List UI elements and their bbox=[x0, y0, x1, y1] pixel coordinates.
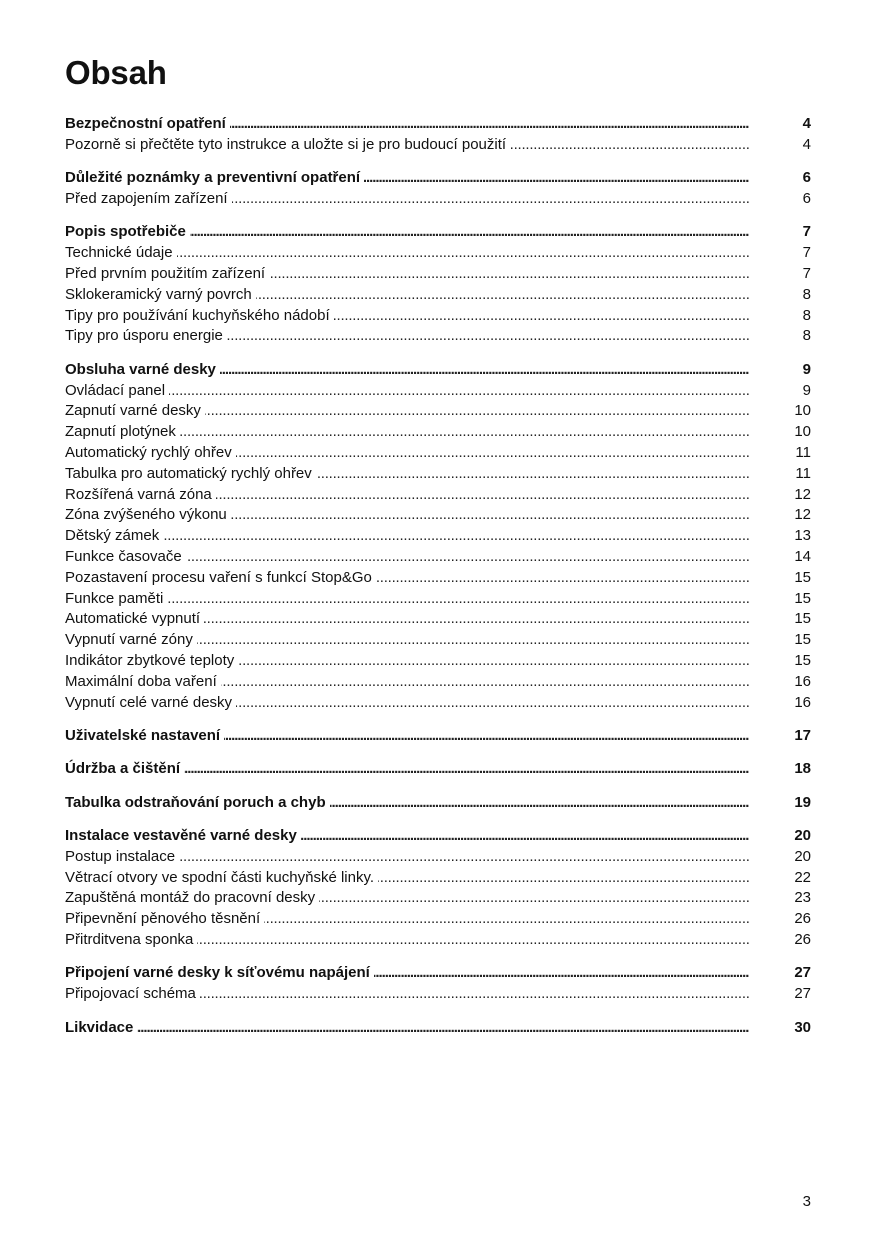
toc-entry-title: Přitrditvena sponka bbox=[65, 931, 197, 948]
toc-entry-page: 22 bbox=[794, 868, 811, 886]
toc-leader bbox=[65, 651, 749, 672]
toc-entry-page: 8 bbox=[802, 306, 811, 324]
toc-leader bbox=[65, 1018, 749, 1039]
toc-entry-page: 23 bbox=[794, 889, 811, 907]
toc-leader bbox=[65, 168, 749, 189]
toc-leader bbox=[65, 868, 749, 889]
toc-leader bbox=[65, 360, 749, 381]
toc-entry-title: Větrací otvory ve spodní části kuchyňské linky. bbox=[65, 869, 378, 886]
toc-item[interactable] bbox=[65, 135, 811, 156]
toc-item[interactable] bbox=[65, 888, 811, 909]
toc-leader bbox=[65, 464, 749, 485]
toc-entry-title: Sklokeramický varný povrch bbox=[65, 286, 256, 303]
toc-heading[interactable] bbox=[65, 360, 811, 381]
toc-leader bbox=[65, 526, 749, 547]
toc-leader bbox=[65, 826, 749, 847]
toc-section bbox=[65, 168, 811, 210]
toc-entry-page: 11 bbox=[795, 443, 811, 461]
toc-item[interactable] bbox=[65, 264, 811, 285]
toc-item[interactable] bbox=[65, 868, 811, 889]
toc-item[interactable] bbox=[65, 422, 811, 443]
toc-leader bbox=[65, 222, 749, 243]
toc-entry-page: 27 bbox=[794, 985, 811, 1003]
toc-entry-page: 20 bbox=[794, 827, 811, 845]
toc-entry-page: 13 bbox=[794, 527, 811, 545]
toc-entry-page: 6 bbox=[802, 169, 811, 187]
toc-entry-page: 19 bbox=[794, 793, 811, 811]
toc-leader bbox=[65, 930, 749, 951]
toc-section bbox=[65, 963, 811, 1005]
toc-heading[interactable] bbox=[65, 1018, 811, 1039]
toc-heading[interactable] bbox=[65, 222, 811, 243]
toc-entry-title: Maximální doba vaření bbox=[65, 673, 221, 690]
toc-leader bbox=[65, 285, 749, 306]
toc-item[interactable] bbox=[65, 693, 811, 714]
toc-entry-title: Tipy pro úsporu energie bbox=[65, 327, 227, 344]
toc-entry-page: 15 bbox=[794, 651, 811, 669]
toc-leader bbox=[65, 847, 749, 868]
toc-leader bbox=[65, 672, 749, 693]
toc-leader bbox=[65, 189, 749, 210]
toc-item[interactable] bbox=[65, 326, 811, 347]
toc-leader bbox=[65, 963, 749, 984]
toc-section bbox=[65, 793, 811, 814]
toc-leader bbox=[65, 264, 749, 285]
toc-entry-page: 4 bbox=[802, 135, 811, 153]
toc-heading[interactable] bbox=[65, 759, 811, 780]
toc-entry-title: Indikátor zbytkové teploty bbox=[65, 652, 238, 669]
toc-entry-title: Ovládací panel bbox=[65, 382, 169, 399]
toc-heading[interactable] bbox=[65, 726, 811, 747]
toc-entry-title: Funkce paměti bbox=[65, 590, 167, 607]
toc-entry-title: Funkce časovače bbox=[65, 548, 186, 565]
table-of-contents bbox=[65, 114, 811, 1051]
toc-entry-title: Zóna zvýšeného výkonu bbox=[65, 506, 231, 523]
toc-item[interactable] bbox=[65, 189, 811, 210]
page-title: Obsah bbox=[65, 54, 167, 91]
toc-leader bbox=[65, 984, 749, 1005]
toc-item[interactable] bbox=[65, 847, 811, 868]
toc-heading[interactable] bbox=[65, 826, 811, 847]
toc-section bbox=[65, 1018, 811, 1039]
toc-item[interactable] bbox=[65, 672, 811, 693]
toc-section bbox=[65, 222, 811, 347]
toc-leader bbox=[65, 759, 749, 780]
toc-leader bbox=[65, 589, 749, 610]
toc-item[interactable] bbox=[65, 609, 811, 630]
toc-entry-page: 15 bbox=[794, 610, 811, 628]
toc-entry-title: Připojení varné desky k síťovému napájení bbox=[65, 964, 374, 981]
toc-entry-page: 12 bbox=[794, 485, 811, 503]
toc-leader bbox=[65, 381, 749, 402]
toc-item[interactable] bbox=[65, 568, 811, 589]
toc-entry-title: Tipy pro používání kuchyňského nádobí bbox=[65, 307, 334, 324]
toc-leader bbox=[65, 630, 749, 651]
toc-heading[interactable] bbox=[65, 168, 811, 189]
toc-entry-page: 6 bbox=[802, 189, 811, 207]
toc-entry-title: Bezpečnostní opatření bbox=[65, 115, 230, 132]
toc-entry-page: 15 bbox=[794, 589, 811, 607]
toc-item[interactable] bbox=[65, 651, 811, 672]
toc-leader bbox=[65, 726, 749, 747]
toc-heading[interactable] bbox=[65, 963, 811, 984]
toc-entry-title: Uživatelské nastavení bbox=[65, 727, 224, 744]
toc-leader bbox=[65, 888, 749, 909]
toc-item[interactable] bbox=[65, 547, 811, 568]
toc-item[interactable] bbox=[65, 285, 811, 306]
toc-item[interactable] bbox=[65, 464, 811, 485]
toc-entry-title: Zapnutí plotýnek bbox=[65, 423, 180, 440]
toc-leader bbox=[65, 243, 749, 264]
toc-item[interactable] bbox=[65, 505, 811, 526]
toc-entry-title: Před zapojením zařízení bbox=[65, 190, 232, 207]
toc-entry-page: 8 bbox=[802, 285, 811, 303]
toc-entry-title: Připevnění pěnového těsnění bbox=[65, 910, 264, 927]
toc-entry-page: 9 bbox=[802, 360, 811, 378]
toc-entry-page: 15 bbox=[794, 568, 811, 586]
toc-entry-page: 7 bbox=[802, 264, 811, 282]
toc-leader bbox=[65, 443, 749, 464]
toc-section bbox=[65, 726, 811, 747]
toc-entry-title: Údržba a čištění bbox=[65, 760, 184, 777]
toc-entry-page: 20 bbox=[794, 847, 811, 865]
toc-entry-page: 10 bbox=[794, 423, 811, 441]
toc-leader bbox=[65, 485, 749, 506]
toc-section bbox=[65, 360, 811, 714]
toc-item[interactable] bbox=[65, 401, 811, 422]
toc-entry-title: Obsluha varné desky bbox=[65, 361, 220, 378]
toc-entry-title: Před prvním použitím zařízení bbox=[65, 265, 269, 282]
toc-entry-title: Instalace vestavěné varné desky bbox=[65, 827, 301, 844]
toc-entry-page: 26 bbox=[794, 931, 811, 949]
toc-entry-title: Důležité poznámky a preventivní opatření bbox=[65, 169, 364, 186]
toc-entry-title: Zapuštěná montáž do pracovní desky bbox=[65, 889, 319, 906]
toc-section bbox=[65, 826, 811, 951]
toc-item[interactable] bbox=[65, 306, 811, 327]
toc-entry-title: Automatické vypnutí bbox=[65, 610, 204, 627]
toc-entry-page: 16 bbox=[794, 693, 811, 711]
toc-leader bbox=[65, 505, 749, 526]
toc-entry-title: Připojovací schéma bbox=[65, 985, 200, 1002]
toc-entry-page: 12 bbox=[794, 506, 811, 524]
toc-entry-page: 27 bbox=[794, 964, 811, 982]
toc-entry-page: 9 bbox=[802, 381, 811, 399]
toc-entry-title: Automatický rychlý ohřev bbox=[65, 444, 236, 461]
toc-leader bbox=[65, 114, 749, 135]
toc-item[interactable] bbox=[65, 909, 811, 930]
toc-leader bbox=[65, 547, 749, 568]
toc-item[interactable] bbox=[65, 243, 811, 264]
toc-entry-title: Vypnutí celé varné desky bbox=[65, 694, 236, 711]
toc-entry-title: Tabulka odstraňování poruch a chyb bbox=[65, 794, 330, 811]
toc-entry-title: Rozšířená varná zóna bbox=[65, 486, 216, 503]
toc-heading[interactable] bbox=[65, 793, 811, 814]
toc-entry-page: 14 bbox=[794, 547, 811, 565]
toc-item[interactable] bbox=[65, 589, 811, 610]
page-number: 3 bbox=[802, 1193, 811, 1210]
toc-section bbox=[65, 759, 811, 780]
toc-item[interactable] bbox=[65, 526, 811, 547]
toc-entry-page: 15 bbox=[794, 631, 811, 649]
toc-entry-page: 8 bbox=[802, 327, 811, 345]
toc-leader bbox=[65, 401, 749, 422]
toc-entry-page: 30 bbox=[794, 1018, 811, 1036]
toc-item[interactable] bbox=[65, 443, 811, 464]
toc-leader bbox=[65, 793, 749, 814]
toc-item[interactable] bbox=[65, 485, 811, 506]
toc-entry-title: Pozastavení procesu vaření s funkcí Stop&Go bbox=[65, 569, 376, 586]
toc-leader bbox=[65, 306, 749, 327]
toc-entry-title: Likvidace bbox=[65, 1019, 137, 1036]
toc-entry-title: Vypnutí varné zóny bbox=[65, 631, 197, 648]
toc-section bbox=[65, 114, 811, 156]
toc-item[interactable] bbox=[65, 984, 811, 1005]
toc-entry-title: Dětský zámek bbox=[65, 527, 163, 544]
toc-leader bbox=[65, 568, 749, 589]
toc-entry-page: 10 bbox=[794, 402, 811, 420]
toc-entry-title: Tabulka pro automatický rychlý ohřev bbox=[65, 465, 316, 482]
toc-item[interactable] bbox=[65, 930, 811, 951]
toc-entry-title: Zapnutí varné desky bbox=[65, 402, 205, 419]
toc-item[interactable] bbox=[65, 630, 811, 651]
toc-leader bbox=[65, 135, 749, 156]
toc-entry-page: 16 bbox=[794, 672, 811, 690]
toc-entry-title: Popis spotřebiče bbox=[65, 223, 190, 240]
toc-entry-page: 7 bbox=[802, 244, 811, 262]
toc-item[interactable] bbox=[65, 381, 811, 402]
toc-entry-title: Postup instalace bbox=[65, 848, 179, 865]
toc-entry-title: Pozorně si přečtěte tyto instrukce a uložte si je pro budoucí použití bbox=[65, 136, 510, 153]
toc-entry-page: 17 bbox=[794, 726, 811, 744]
toc-heading[interactable] bbox=[65, 114, 811, 135]
toc-leader bbox=[65, 326, 749, 347]
toc-entry-page: 11 bbox=[795, 464, 811, 482]
toc-entry-page: 7 bbox=[802, 223, 811, 241]
toc-entry-page: 18 bbox=[794, 760, 811, 778]
toc-entry-page: 26 bbox=[794, 910, 811, 928]
toc-leader bbox=[65, 909, 749, 930]
toc-leader bbox=[65, 609, 749, 630]
toc-leader bbox=[65, 422, 749, 443]
toc-entry-title: Technické údaje bbox=[65, 244, 177, 261]
toc-leader bbox=[65, 693, 749, 714]
toc-entry-page: 4 bbox=[802, 115, 811, 132]
